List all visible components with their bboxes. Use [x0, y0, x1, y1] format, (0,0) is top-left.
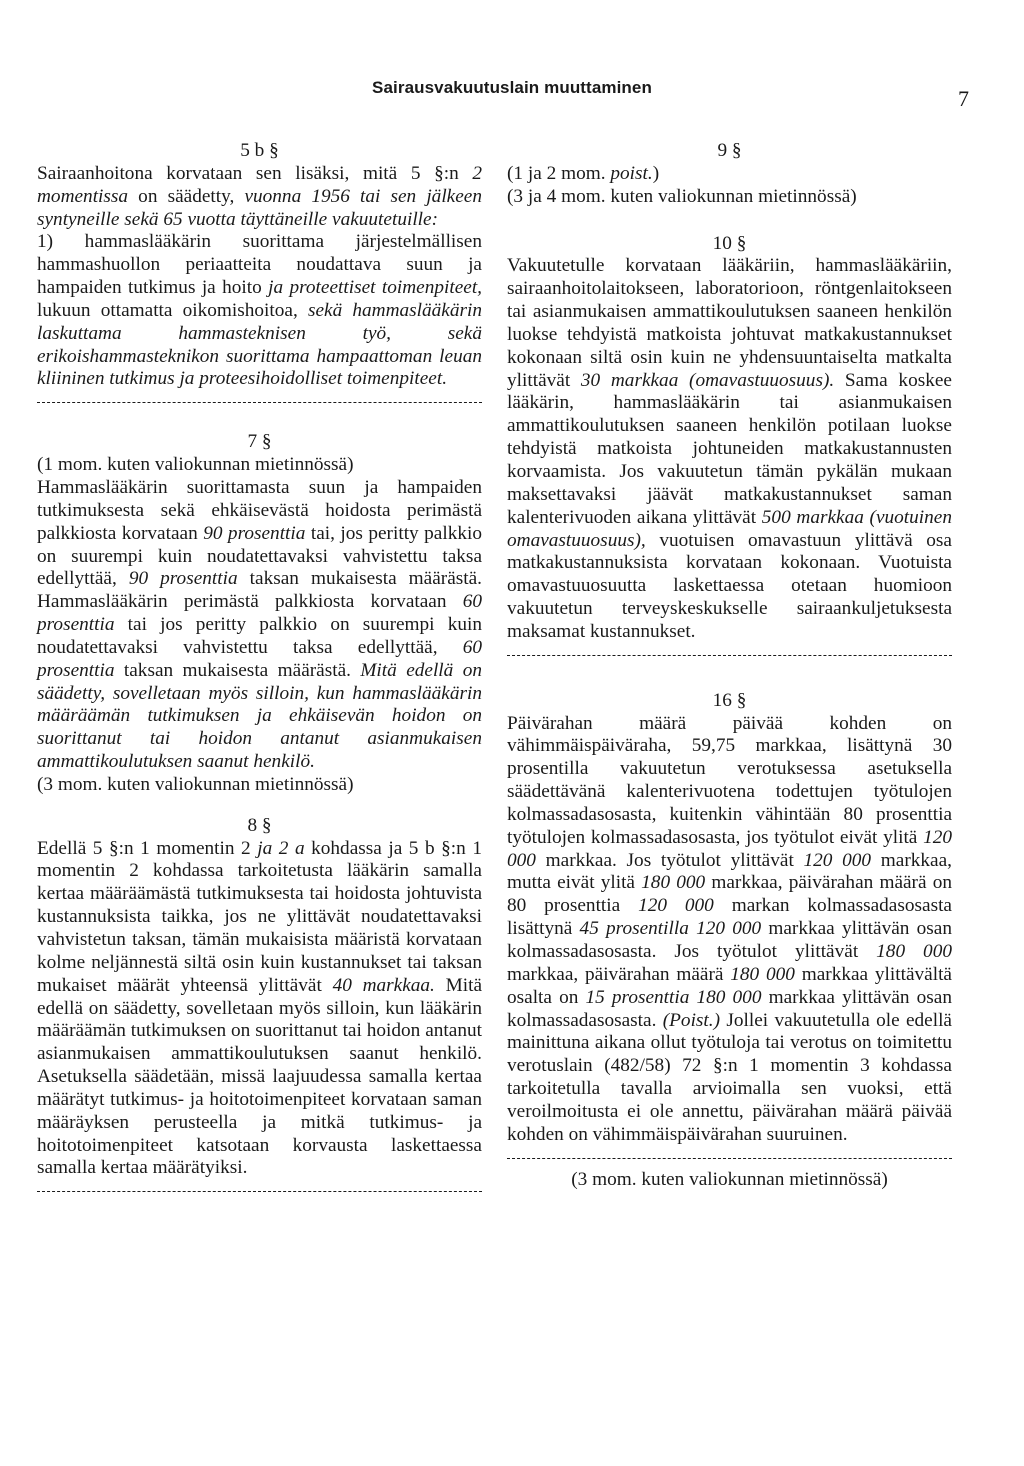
text-run-italic: ja proteettiset toimenpiteet, [268, 277, 482, 299]
section-heading: 9 § [717, 140, 742, 161]
omission-separator [507, 1158, 952, 1159]
text-run: Jollei vakuutetulla ole edellä mainittuna aikana ollut työtuloja tai verotus on toimitettu verotuslain (482/58) 72 §:n 1 momentin 3 kohdassa tarkoitetulla tavalla arvioimalla sen vuoksi, että veroilmoitusta ei ole annettu, päivärahan määrä päivää kohden on vähimmäispäivärahan suuruinen. [507, 1009, 952, 1145]
text-run: 1) hammaslääkärin suorittama järjestelmällisen hammashuollon periaatteita noudattava suun ja hampaiden tutkimus ja hoito [37, 231, 482, 299]
page-header-title: Sairausvakuutuslain muuttaminen [372, 78, 652, 97]
section-paragraph: (1 mom. kuten valiokunnan mietinnössä) [37, 454, 354, 476]
text-run-italic: 500 markkaa (vuotuinen omavastuuosuus), [507, 506, 953, 551]
text-run-italic: 180 000 [730, 963, 795, 985]
text-run: vuotuisen omavastuun ylittävä osa matkakustannuksista korvataan kokonaan. Vuotuista omavastuuosuutta laskettaessa otetaan huomioon vakuutetun terveyskeskukselle sairaankuljetuksesta maksamat kustannukset. [507, 529, 952, 642]
text-run-italic: 90 prosenttia [203, 522, 306, 544]
text-run: (1 ja 2 mom. [507, 162, 611, 184]
text-run-italic: vuonna 1956 tai sen jälkeen syntyneille sekä 65 vuotta täyttäneille vakuutetuille: [37, 185, 482, 230]
text-run: Vakuutetulle korvataan lääkäriin, hammaslääkäriin, sairaanhoitolaitokseen, laboratorioon, röntgenlaitokseen tai asianmukaisen ammattikoulutuksen saaneen henkilön luokse tehdyistä matkoista johtuvat matkakustannukset kokonaan siltä osin kuin ne yhdensuuntaiselta matkalta ylittävät [507, 255, 952, 391]
text-run-italic: 45 prosentilla 120 000 [579, 918, 762, 940]
text-run: on säädetty, [128, 185, 245, 207]
section-heading: 7 § [247, 431, 272, 453]
text-run: taksan mukaisesta määrästä. [114, 659, 361, 681]
section-5b [37, 140, 482, 403]
section-paragraph [507, 713, 952, 1147]
text-run: Sama koskee lääkärin, hammaslääkärin tai asianmukaisen ammattikoulutuksen saaneen henkilön potilaan luokse tehdyistä matkoista johtuneiden matkakustannusten korvaamista. Jos vakuutetun tämän pykälän mukaan maksettavaksi jäävät matkakustannukset saman kalenterivuoden aikana ylittävät [507, 369, 952, 528]
text-run: markkaa. Jos työtulot ylittävät [535, 849, 804, 871]
section-heading: 10 § [712, 232, 747, 254]
text-run-italic: 90 prosenttia [128, 568, 238, 590]
text-run: Edellä 5 §:n 1 momentin 2 [37, 837, 258, 859]
text-run: Mitä edellä on säädetty, sovelletaan myös silloin, kun lääkärin määräämän tutkimuksen on suorittanut tai hoidon antanut asianmukaisen ammattikoulutuksen saanut henkilö. Asetuksella säädetään, missä laajuudessa samalla kertaa määrätyt tutkimus- ja hoitotoimenpiteet korvataan saman määräyksen perusteella ja mitkä tutkimus- ja hoitotoimenpiteet katsotaan korvausta laskettaessa samalla kertaa määrätyiksi. [37, 974, 483, 1179]
text-run-italic: 2 momentissa [37, 162, 483, 207]
text-run-italic: 180 000 [641, 872, 706, 894]
text-run: Hammaslääkärin suorittamasta suun ja hampaiden tutkimuksesta sekä ehkäisevästä hoidosta perimästä palkkiosta korvataan [37, 476, 482, 544]
text-run: markkaa ylittävän osan kolmassadasosasta. Jos työtulot ylittävät [507, 918, 952, 962]
section-heading: 8 § [247, 814, 272, 836]
section-10 [507, 233, 952, 656]
section-heading: 16 § [712, 689, 747, 711]
section-paragraph: (3 mom. kuten valiokunnan mietinnössä) [37, 773, 354, 795]
text-run-italic: sekä hammaslääkärin laskuttama hammasteknisen työ, sekä erikoishammasteknikon suorittama hampaattoman leuan kliininen tutkimus ja proteesihoidolliset toimenpiteet. [37, 299, 482, 390]
text-run: lukuun ottamatta oikomishoitoa, [37, 299, 308, 321]
section-9 [507, 140, 952, 209]
text-run-italic: 180 000 [876, 941, 952, 962]
text-run: kohdassa ja 5 b §:n 1 momentin 2 kohdassa tarkoitetusta lääkärin samalla kertaa määräämästä tutkimuksesta tai hoidosta johtuvista kustannuksista taikka, jos ne ylittävät noudatettavaksi vahvistetun taksan, tämän mukaisista määristä korvataan kolme neljännestä siltä osin kuin kustannukset tai taksan mukaiset määrät yhteensä ylittävät [37, 837, 482, 996]
section-paragraph: (3 ja 4 mom. kuten valiokunnan mietinnössä) [507, 185, 857, 207]
omission-separator [37, 402, 482, 403]
text-run: markkaa, päivärahan määrä [507, 963, 731, 985]
text-run: markkaa, päivärahan määrä on 80 prosenttia [507, 872, 952, 917]
text-run-italic: poist. [610, 162, 653, 184]
text-run: tai, jos peritty palkkio on suurempi kuin noudatettavaksi vahvistettu taksa edellyttää, [37, 522, 482, 590]
text-run: 5 §:n [410, 162, 473, 184]
text-run-italic: 120 000 [507, 826, 952, 871]
section-paragraph [507, 255, 952, 643]
section-paragraph [37, 838, 482, 1181]
section-paragraph: (3 mom. kuten valiokunnan mietinnössä) [571, 1168, 888, 1190]
text-run-italic: 120 000 [803, 849, 872, 871]
page-number: 7 [958, 86, 969, 111]
text-run: tai jos peritty palkkio on suurempi kuin noudatettavaksi vahvistettu taksa edellyttää, [37, 614, 482, 658]
left-column [37, 140, 482, 1202]
omission-separator [507, 655, 952, 656]
section-paragraph [507, 163, 952, 186]
text-run-italic: 120 000 [638, 895, 714, 917]
text-run-italic: 60 prosenttia [37, 591, 482, 636]
text-run: markan kolmassadasosasta lisättynä [507, 895, 952, 940]
section-7 [37, 431, 482, 797]
text-run-italic: ja 2 a [257, 837, 305, 859]
text-run-italic: (Poist.) [662, 1009, 721, 1031]
omission-separator [37, 1191, 482, 1192]
section-16 [507, 690, 952, 1192]
section-8 [37, 815, 482, 1193]
section-paragraph [37, 163, 482, 232]
text-run-italic: 30 markkaa (omavastuuosuus). [580, 369, 835, 391]
text-run-italic: 15 prosenttia 180 000 [585, 986, 762, 1008]
section-heading: 5 b § [240, 140, 279, 161]
text-run: markkaa ylittävän osan kolmassadasosasta. [507, 986, 952, 1031]
right-column [507, 140, 952, 1191]
text-run: Sairaanhoitona korvataan sen lisäksi, mitä [37, 162, 398, 184]
section-paragraph [37, 477, 482, 774]
text-run: taksan mukaisesta määrästä. Hammaslääkärin perimästä palkkiosta korvataan [37, 568, 482, 613]
text-run-italic: 40 markkaa. [332, 974, 435, 996]
text-run: markkaa, mutta eivät ylitä [507, 849, 952, 894]
text-run-italic: Mitä edellä on säädetty, sovelletaan myös silloin, kun hammaslääkärin määräämän tutkimuksen ja ehkäisevän hoidon on suorittanut tai hoidon antanut asianmukaisen ammattikoulutuksen saanut henkilö. [37, 659, 482, 773]
text-run-italic: 60 prosenttia [37, 636, 482, 681]
section-paragraph [37, 231, 482, 391]
text-run: ) [652, 162, 660, 184]
text-run: Päivärahan määrä päivää kohden on vähimmäispäiväraha, 59,75 markkaa, lisättynä 30 prosentilla vakuutetun verotuksessa asetuksella säädettävänä kalenterivuotena todettujen työtulojen kolmassadasosasta, kuitenkin vähintään 80 prosenttia työtulojen kolmassadasosasta, jos työtulot eivät ylitä [507, 712, 952, 848]
text-run: markkaa ylittävältä osalta on [507, 963, 952, 1008]
